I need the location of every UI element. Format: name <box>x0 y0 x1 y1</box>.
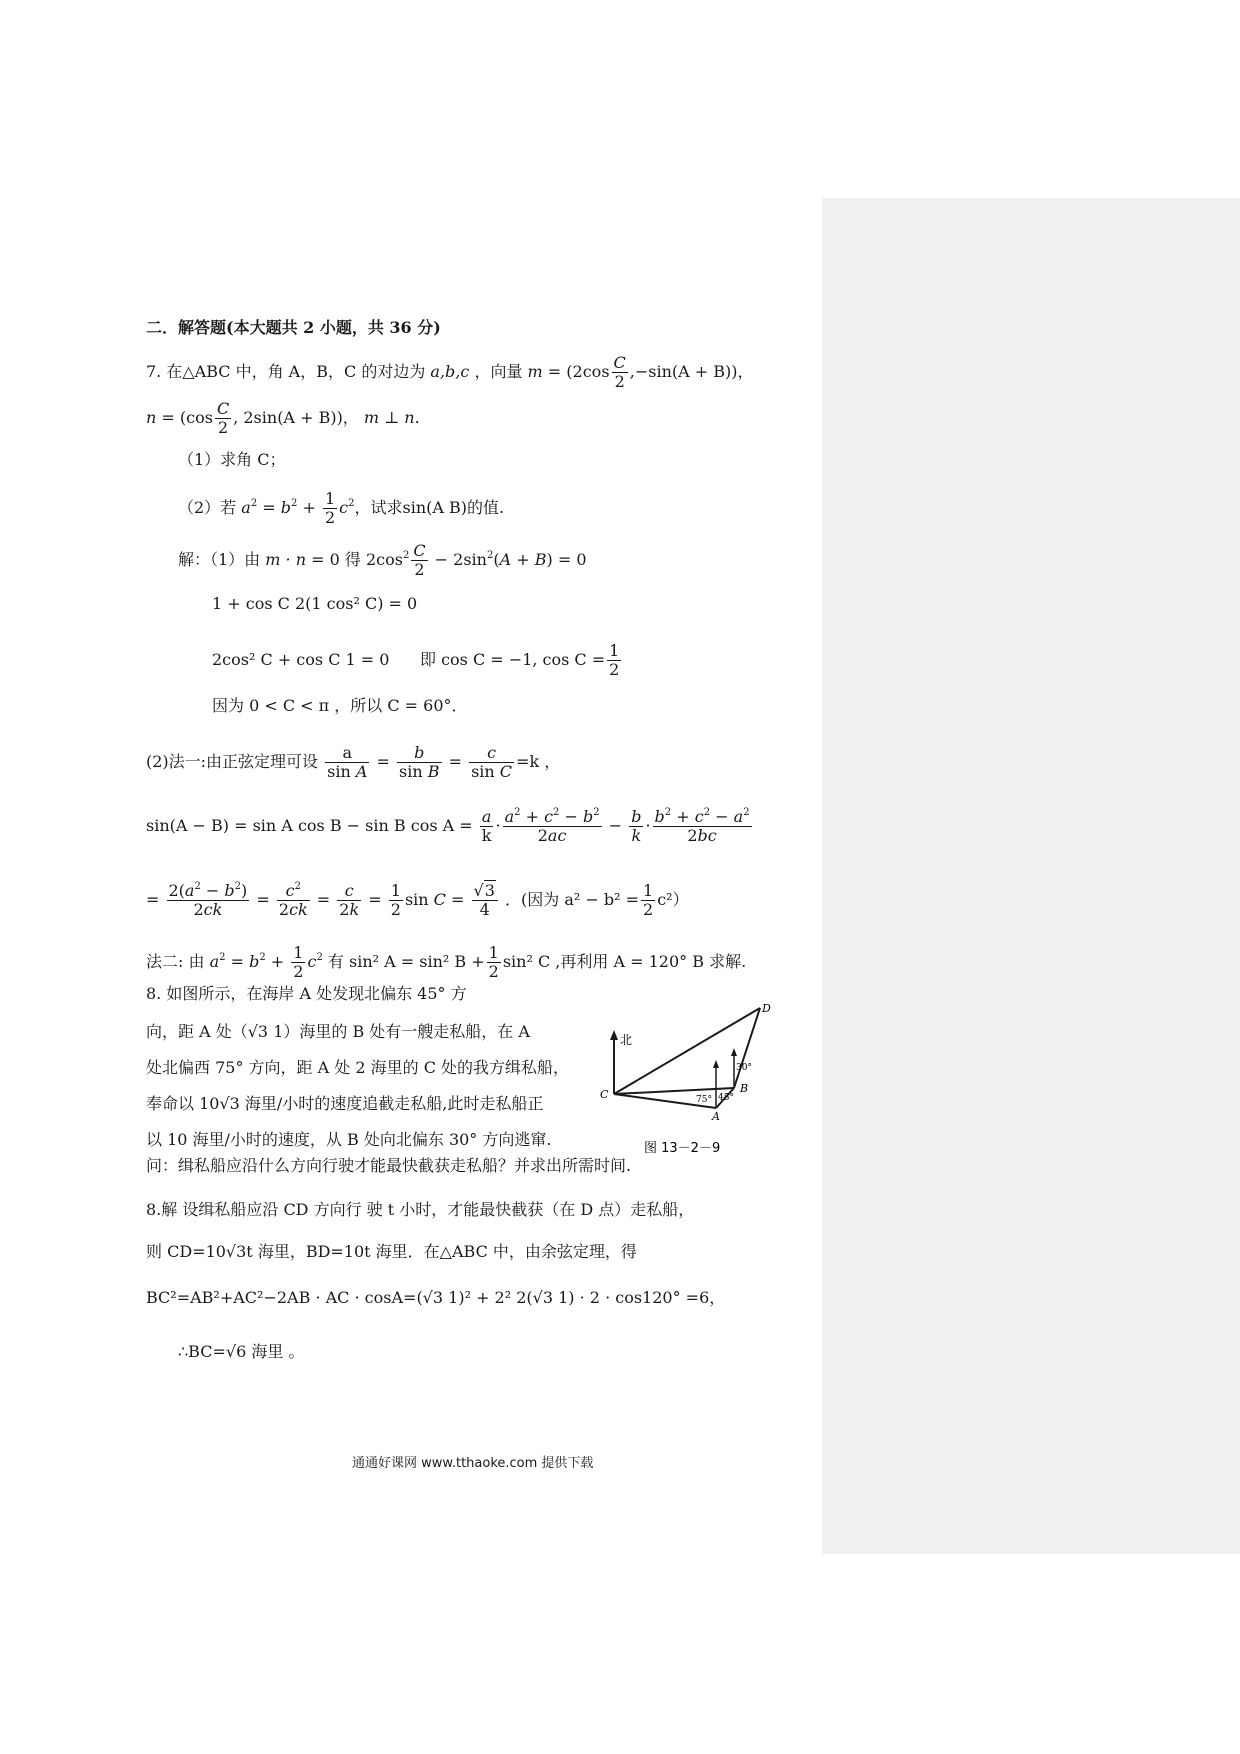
q7-part1: （1）求角 C； <box>178 450 286 469</box>
q7-solution-1: 解：（1）由 m · n = 0 得 $2\cos^2$ $\frac{C}{2}$ − $2\sin^2(A + B) = 0$ <box>178 541 587 579</box>
label-c: C <box>600 1088 609 1101</box>
north-arrowhead <box>610 1030 618 1040</box>
label-45deg: 45° <box>718 1093 734 1103</box>
q7-step4: 因为 0 < C < π ，所以 C = 60°． <box>212 696 468 715</box>
label-d: D <box>762 1002 771 1015</box>
ship-diagram <box>600 1002 780 1162</box>
label-a: A <box>712 1110 720 1123</box>
label-30deg: 30° <box>736 1063 752 1073</box>
q8-line1: 8. 如图所示，在海岸 A 处发现北偏东 45° 方 <box>146 984 467 1003</box>
q7-step3: 2cos² C + cos C 1 = 0 即 cos C = −1, cos C = $\frac{1}{2}$ <box>212 641 620 679</box>
north-arrow-b <box>731 1048 737 1056</box>
label-b: B <box>740 1082 749 1095</box>
label-75deg: 75° <box>696 1095 712 1105</box>
comment-pane <box>822 198 1240 1554</box>
q8-solution-2: 则 CD=10√3t 海里，BD=10t 海里．在△ABC 中，由余弦定理，得 <box>146 1242 637 1261</box>
q7-part2: （2）若 $a^2 = b^2$ + $\frac{1}{2}$ $c^2$，试求sin(A B)的值. <box>178 489 505 527</box>
north-label: 北 <box>620 1033 633 1047</box>
q8-line5: 以 10 海里/小时的速度，从 B 处向北偏东 30° 方向逃窜. <box>146 1130 552 1149</box>
q8-line4: 奉命以 10√3 海里/小时的速度追截走私船,此时走私船正 <box>146 1094 544 1113</box>
q7-step2: 1 + cos C 2(1 cos² C) = 0 <box>212 594 418 613</box>
q7-method1-line3: = $\frac{2(a^2 - b^2)}{2ck}$ = $\frac{c^2}{2ck}$ = $\frac{c}{2k}$ = $\frac{1}{2}$ sin C = $\frac{√3}{4}$ ．(因为 a² − b² = $\frac{1}{2}$ c²） <box>146 881 689 919</box>
north-arrow-a <box>713 1060 719 1068</box>
q7-method1: (2)法一:由正弦定理可设 $\frac{a}{\text{sin A}}$ = $\frac{b}{\text{sin B}}$ = $\frac{c}{\text{sin C}}$ =k ， <box>146 743 561 781</box>
page-footer: 通通好课网 www.tthaoke.com 提供下载 <box>352 1456 594 1471</box>
q8-solution-1: 8.解 设缉私船应沿 CD 方向行 驶 t 小时，才能最快截获（在 D 点）走私船， <box>146 1200 695 1219</box>
figure-caption: 图 13－2－9 <box>644 1141 721 1156</box>
q7-intro: 7. 在△ABC 中，角 A，B，C 的对边为 a,b,c ，向量 m = (2cos $\frac{C}{2}$ ,−sin(A + B))， <box>146 353 754 391</box>
q7-vector-n: n = (cos $\frac{C}{2}$ , 2sin(A + B))， m ⊥ n. <box>146 399 420 437</box>
q8-line2: 向，距 A 处（√3 1）海里的 B 处有一艘走私船，在 A <box>146 1022 530 1041</box>
q8-solution-3: BC²=AB²+AC²−2AB · AC · cosA=(√3 1)² + 2² 2(√3 1) · 2 · cos120° =6， <box>146 1288 726 1307</box>
q7-method2: 法二: 由 $a^2 = b^2$ + $\frac{1}{2}$ $c^2$ 有 sin² A = sin² B + $\frac{1}{2}$ sin² C ,再利用 A = 120° B 求解. <box>146 943 747 981</box>
q8-solution-4: ∴BC=√6 海里 。 <box>178 1342 305 1361</box>
q7-method1-line2: sin(A − B) = sin A cos B − sin B cos A = $\frac{a}{k}$ · $\frac{a^2 + c^2 - b^2}{2ac}$ − $\frac{b}{k}$ · $\frac{b^2 + c^2 - a^2}{2bc}$ <box>146 807 750 845</box>
q8-line3: 处北偏西 75° 方向，距 A 处 2 海里的 C 处的我方缉私船， <box>146 1058 570 1077</box>
line-cd <box>614 1008 760 1094</box>
q8-line6: 问：缉私船应沿什么方向行驶才能最快截获走私船？并求出所需时间. <box>146 1156 632 1175</box>
section-title: 二．解答题(本大题共 2 小题，共 36 分) <box>146 318 441 337</box>
